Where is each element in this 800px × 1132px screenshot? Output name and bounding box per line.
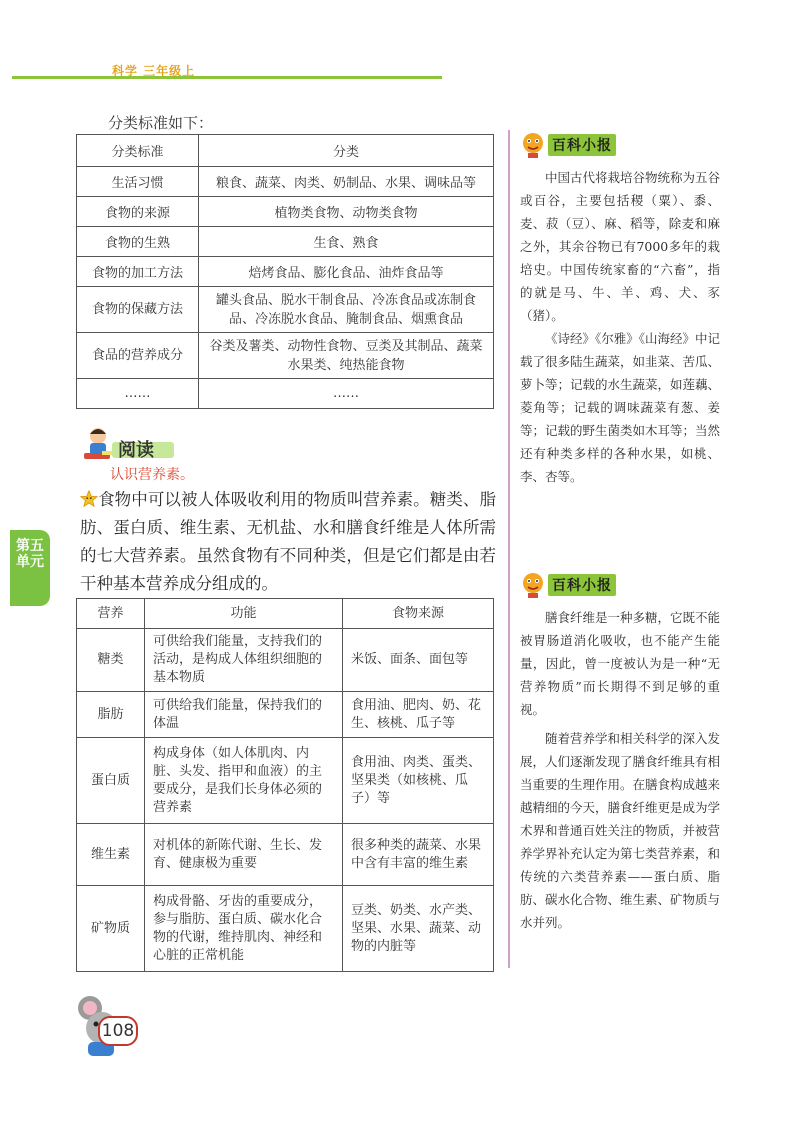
table-cell: 植物类食物、动物类食物 — [199, 197, 494, 227]
body-text: 食物中可以被人体吸收利用的物质叫营养素。糖类、脂肪、蛋白质、维生素、无机盐、水和膳食纤维是人体所需的七大营养素。虽然食物有不同种类，但是它们都是由若干种基本营养成分组成的。 — [80, 490, 496, 593]
table-cell: 罐头食品、脱水干制食品、冷冻食品或冻制食品、冷冻脱水食品、腌制食品、烟熏食品 — [199, 287, 494, 333]
intro-text: 分类标准如下： — [108, 114, 214, 132]
page-number: 108 — [98, 1016, 138, 1046]
table-cell: …… — [199, 379, 494, 409]
reading-title: 阅读 — [118, 440, 154, 461]
table-cell: 谷类及薯类、动物性食物、豆类及其制品、蔬菜水果类、纯热能食物 — [199, 333, 494, 379]
running-header: 科学 三年级上 — [112, 64, 196, 78]
table-cell: 生活习惯 — [77, 167, 199, 197]
table-header-row — [77, 599, 494, 629]
table-row — [77, 886, 494, 972]
table-cell: 可供给我们能量，支持我们的活动，是构成人体组织细胞的基本物质 — [145, 629, 343, 692]
table-row — [77, 167, 494, 197]
table-row — [77, 257, 494, 287]
table-row — [77, 692, 494, 738]
table-row — [77, 227, 494, 257]
column-divider — [508, 130, 510, 968]
unit-tab-line: 第五 — [16, 538, 44, 554]
table-cell: …… — [77, 379, 199, 409]
table-cell: 食物的生熟 — [77, 227, 199, 257]
classification-table — [76, 134, 494, 409]
table-cell: 构成身体（如人体肌肉、内脏、头发、指甲和血液）的主要成分，是我们长身体必须的营养素 — [145, 738, 343, 824]
table-row — [77, 197, 494, 227]
table-cell: 食品的营养成分 — [77, 333, 199, 379]
table-row — [77, 738, 494, 824]
table-row — [77, 824, 494, 886]
table-row — [77, 333, 494, 379]
table-cell: 构成骨骼、牙齿的重要成分，参与脂肪、蛋白质、碳水化合物的代谢，维持肌肉、神经和心脏的正常机能 — [145, 886, 343, 972]
baike-label: 百科小报 — [548, 134, 616, 156]
baike-label: 百科小报 — [548, 574, 616, 596]
header-cell: 功能 — [145, 599, 343, 629]
table-row — [77, 287, 494, 333]
table-cell: 食物的来源 — [77, 197, 199, 227]
header-cell: 食物来源 — [343, 599, 494, 629]
star-icon — [80, 490, 98, 508]
table-header-row — [77, 135, 494, 167]
table-row — [77, 379, 494, 409]
baike-paragraph: 膳食纤维是一种多糖，它既不能被胃肠道消化吸收，也不能产生能量，因此，曾一度被认为是一种“无营养物质”而长期得不到足够的重视。 — [520, 610, 721, 717]
header-rule — [12, 76, 442, 79]
table-cell: 食用油、肥肉、奶、花生、核桃、瓜子等 — [343, 692, 494, 738]
table-row — [77, 629, 494, 692]
table-cell: 对机体的新陈代谢、生长、发育、健康极为重要 — [145, 824, 343, 886]
table-cell: 蛋白质 — [77, 738, 145, 824]
body-paragraph — [80, 486, 496, 598]
table-cell: 米饭、面条、面包等 — [343, 629, 494, 692]
header-cell: 分类 — [199, 135, 494, 167]
nutrient-table — [76, 598, 494, 972]
table-cell: 矿物质 — [77, 886, 145, 972]
table-cell: 粮食、蔬菜、肉类、奶制品、水果、调味品等 — [199, 167, 494, 197]
table-cell: 食物的保藏方法 — [77, 287, 199, 333]
unit-tab — [10, 530, 50, 606]
baike-header-2 — [518, 570, 618, 600]
baike-paragraph: 随着营养学和相关科学的深入发展，人们逐渐发现了膳食纤维具有相当重要的生理作用。在膳食构成越来越精细的今天，膳食纤维更是成为学术界和普通百姓关注的物质，并被营养学界补充认定为第七类营养素，和传统的六类营养素——蛋白质、脂肪、碳水化合物、维生素、矿物质与水并列。 — [520, 731, 721, 930]
table-cell: 食物的加工方法 — [77, 257, 199, 287]
baike-header-1 — [518, 130, 618, 160]
baike-text-1 — [520, 166, 720, 488]
header-cell: 分类标准 — [77, 135, 199, 167]
baike-text-2 — [520, 606, 720, 934]
table-cell: 焙烤食品、膨化食品、油炸食品等 — [199, 257, 494, 287]
table-cell: 食用油、肉类、蛋类、坚果类（如核桃、瓜子）等 — [343, 738, 494, 824]
mascot-icon — [518, 130, 548, 160]
baike-paragraph: 《诗经》《尔雅》《山海经》中记载了很多陆生蔬菜，如韭菜、苦瓜、萝卜等；记载的水生蔬菜，如莲藕、菱角等；记载的调味蔬菜有葱、姜等；记载的野生菌类如木耳等；当然还有种类多样的各种水果，如桃、李、杏等。 — [520, 331, 721, 484]
table-cell: 很多种类的蔬菜、水果中含有丰富的维生素 — [343, 824, 494, 886]
unit-tab-line: 单元 — [16, 554, 44, 570]
mascot-icon — [518, 570, 548, 600]
table-cell: 脂肪 — [77, 692, 145, 738]
table-cell: 糖类 — [77, 629, 145, 692]
table-cell: 生食、熟食 — [199, 227, 494, 257]
baike-paragraph: 中国古代将栽培谷物统称为五谷或百谷，主要包括稷（粟）、黍、麦、菽（豆）、麻、稻等，除麦和麻之外，其余谷物已有7000多年的栽培史。中国传统家畜的“六畜”，指的就是马、牛、羊、鸡、犬、豕（猪）。 — [520, 170, 721, 323]
table-cell: 维生素 — [77, 824, 145, 886]
table-cell: 豆类、奶类、水产类、坚果、水果、蔬菜、动物的内脏等 — [343, 886, 494, 972]
table-cell: 可供给我们能量，保持我们的体温 — [145, 692, 343, 738]
reading-subtitle: 认识营养素。 — [110, 467, 194, 483]
header-cell: 营养 — [77, 599, 145, 629]
